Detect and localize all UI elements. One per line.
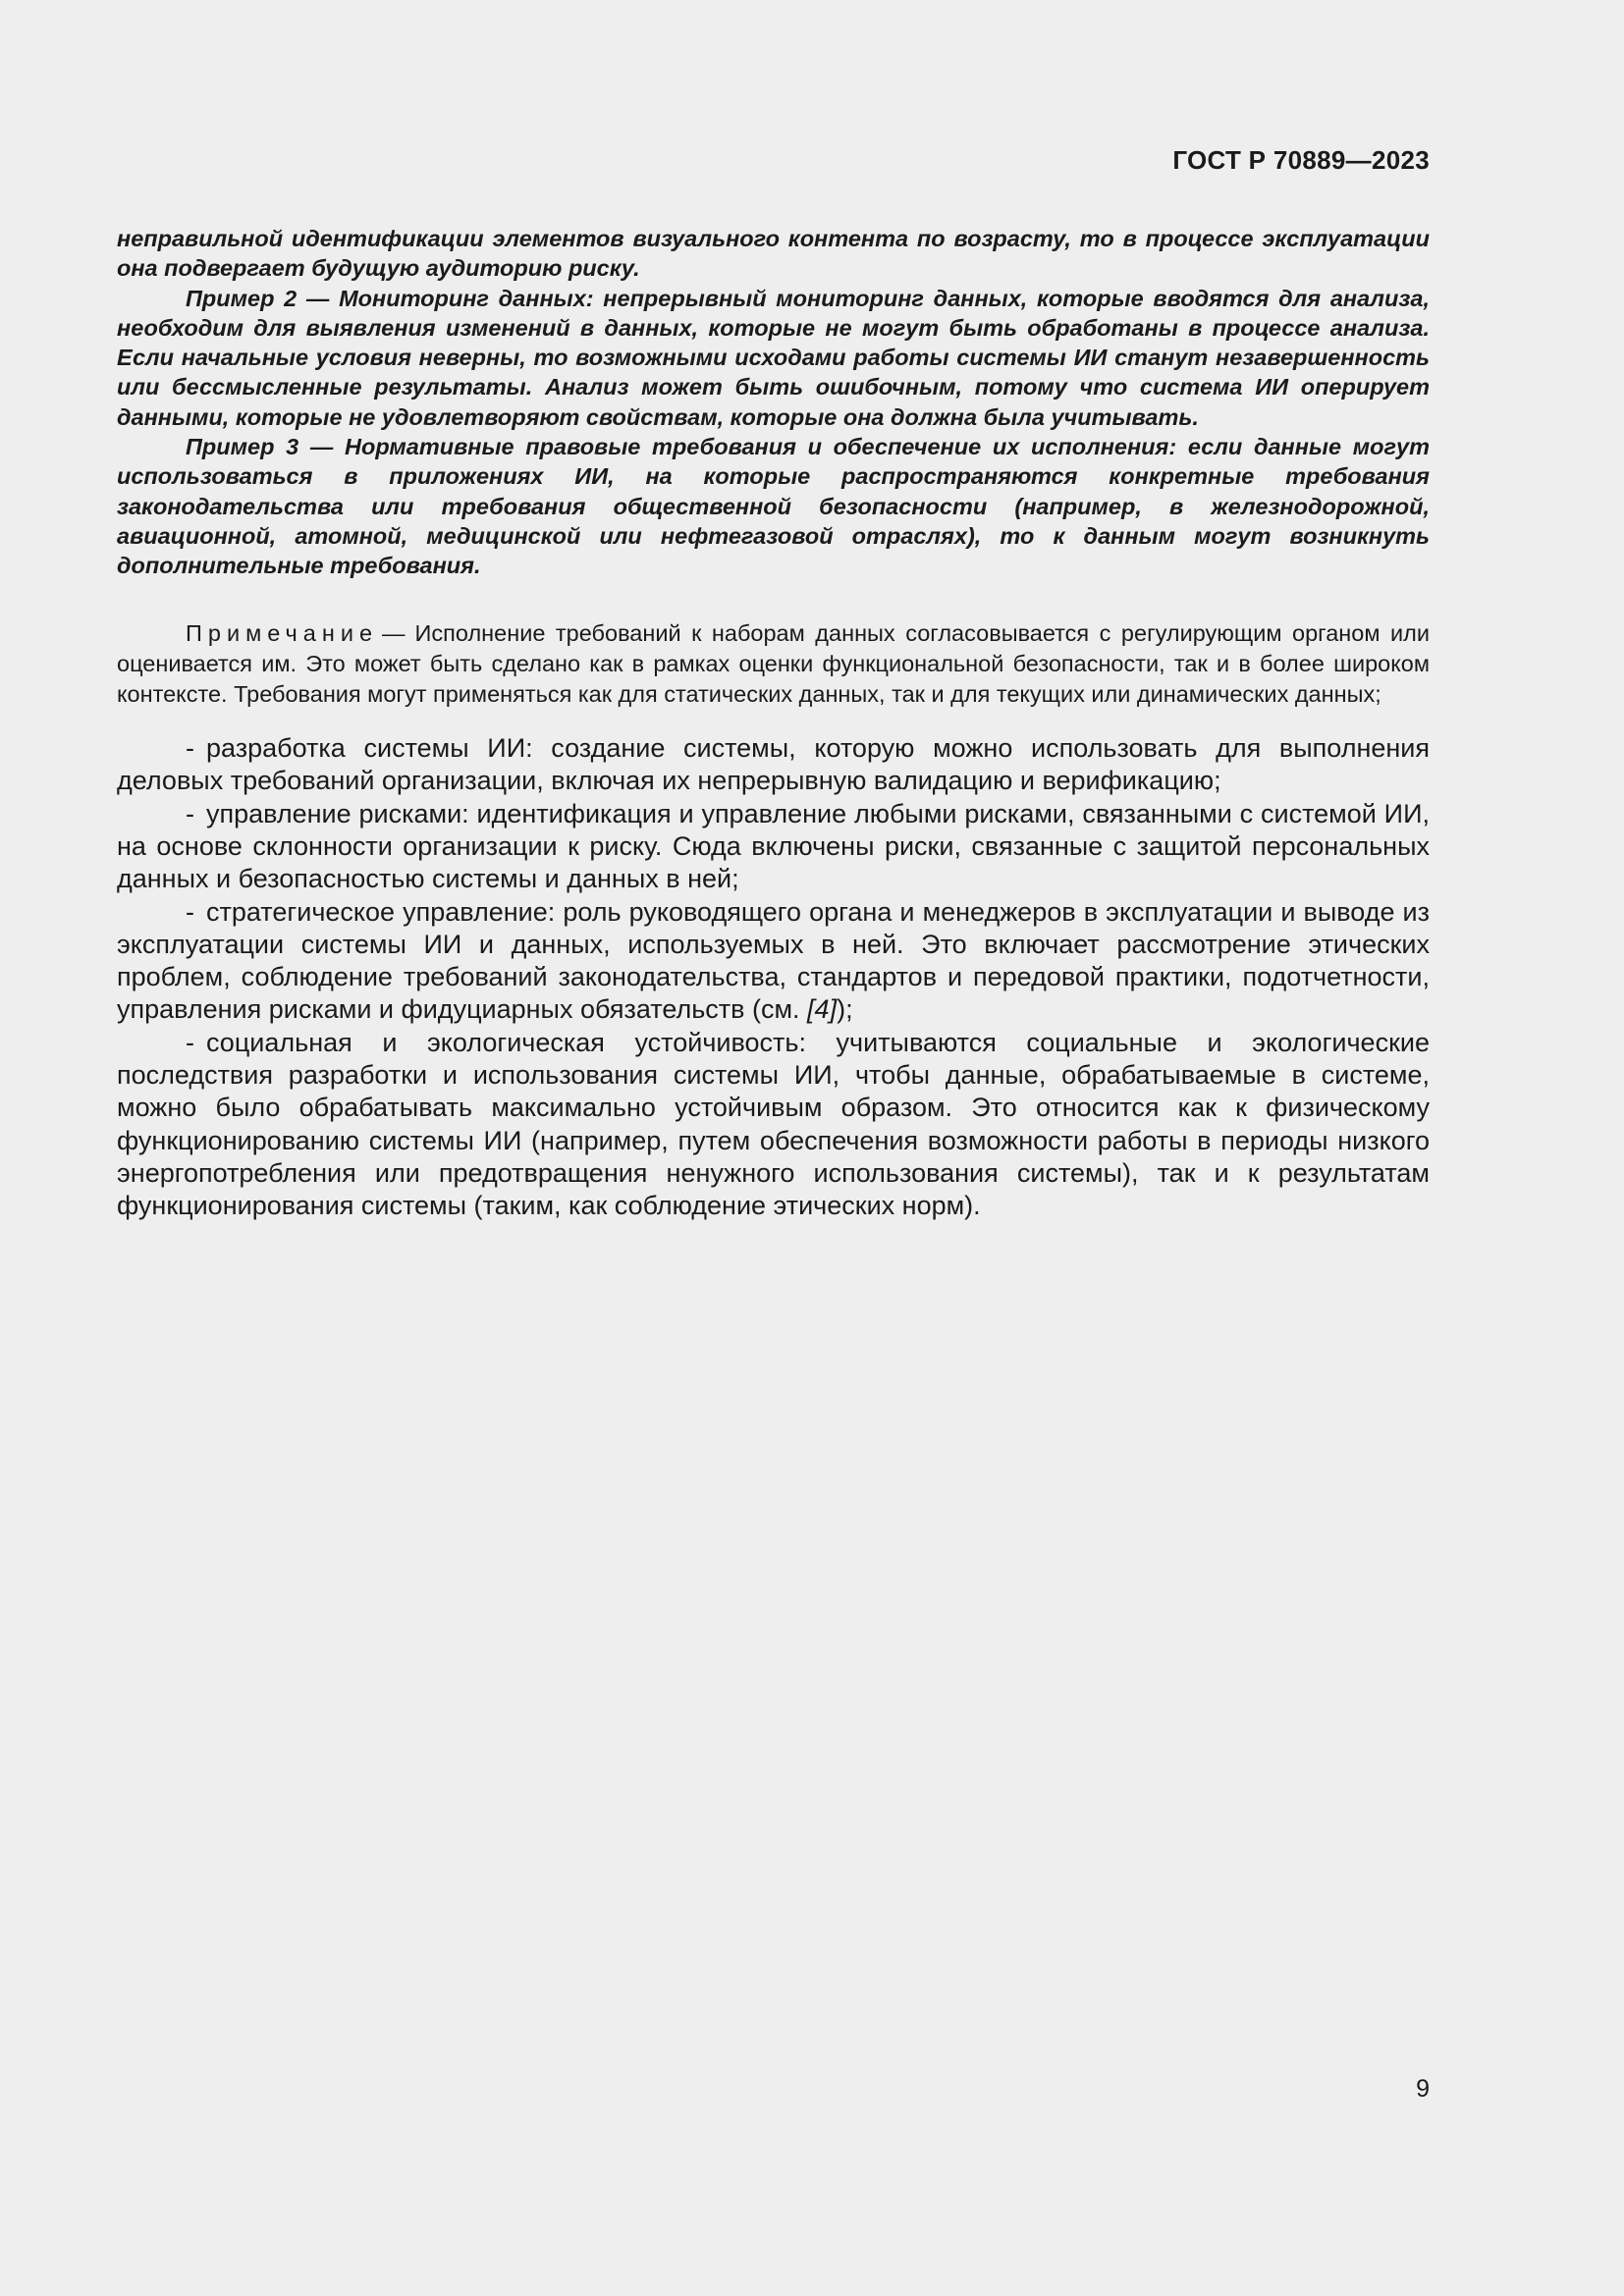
page-number: 9	[1416, 2075, 1430, 2103]
example-3: Пример 3 — Нормативные правовые требования и обеспечение их исполнения: если данные могут использоваться в приложениях ИИ, на которые распространяются конкретные требования законодательства или требования общественной безопасности (например, в железнодорожной, авиационной, атомной, медицинской или нефтегазовой отраслях), то к данным могут возникнуть дополнительные требования.	[117, 434, 1430, 579]
note-label: Примечание	[186, 619, 379, 646]
list-item-tail: );	[837, 994, 853, 1025]
bullet-dash: -	[186, 896, 194, 927]
bibliography-reference[interactable]: [4]	[807, 994, 838, 1025]
page-body	[117, 224, 1430, 1223]
list-item-text: управление рисками: идентификация и управление любыми рисками, связанными с системой ИИ, на основе склонности организации к риску. Сюда включены риски, связанные с защитой персональных данных и безопасностью системы и данных в ней;	[117, 798, 1430, 894]
list-item-text: стратегическое управление: роль руководящего органа и менеджеров в эксплуатации и выводе из эксплуатации системы ИИ и данных, используемых в ней. Это включает рассмотрение этических проблем, соблюдение требований законодательства, стандартов и передовой практики, подотчетности, управления рисками и фидуциарных обязательств (см.	[117, 896, 1430, 1025]
note-text: Исполнение требований к наборам данных согласовывается с регулирующим органом или оценивается им. Это может быть сделано как в рамках оценки функциональной безопасности, так и в более широком контексте. Требования могут применяться как для статических данных, так и для текущих или динамических данных;	[117, 619, 1430, 707]
examples-block	[117, 224, 1430, 581]
bullet-list	[117, 732, 1430, 1222]
bullet-dash: -	[186, 1027, 194, 1057]
list-item-text: социальная и экологическая устойчивость: учитываются социальные и экологические последствия разработки и использования системы ИИ, чтобы данные, обрабатываемые в системе, можно было обрабатывать максимально устойчивым образом. Это относится как к физическому функционированию системы ИИ (например, путем обеспечения возможности работы в периоды низкого энергопотребления или предотвращения ненужного использования системы), так и к результатам функционирования системы (таким, как соблюдение этических норм).	[117, 1027, 1430, 1221]
list-item-text: разработка системы ИИ: создание системы, которую можно использовать для выполнения деловых требований организации, включая их непрерывную валидацию и верификацию;	[117, 733, 1430, 796]
list-item	[117, 896, 1430, 1027]
example-continuation: неправильной идентификации элементов визуального контента по возрасту, то в процессе эксплуатации она подвергает будущую аудиторию риску.	[117, 226, 1430, 282]
note-dash: —	[382, 619, 406, 646]
standard-id: ГОСТ Р 70889—2023	[1172, 145, 1430, 175]
list-item	[117, 1027, 1430, 1223]
bullet-dash: -	[186, 733, 194, 764]
bullet-dash: -	[186, 798, 194, 828]
list-item	[117, 732, 1430, 798]
list-item	[117, 798, 1430, 896]
example-2: Пример 2 — Мониторинг данных: непрерывный мониторинг данных, которые вводятся для анализа, необходим для выявления изменений в данных, которые не могут быть обработаны в процессе анализа. Если начальные условия неверны, то возможными исходами работы системы ИИ станут незавершенность или бессмысленные результаты. Анализ может быть ошибочным, потому что система ИИ оперирует данными, которые не удовлетворяют свойствам, которые она должна была учитывать.	[117, 285, 1430, 430]
note-paragraph	[117, 618, 1430, 710]
